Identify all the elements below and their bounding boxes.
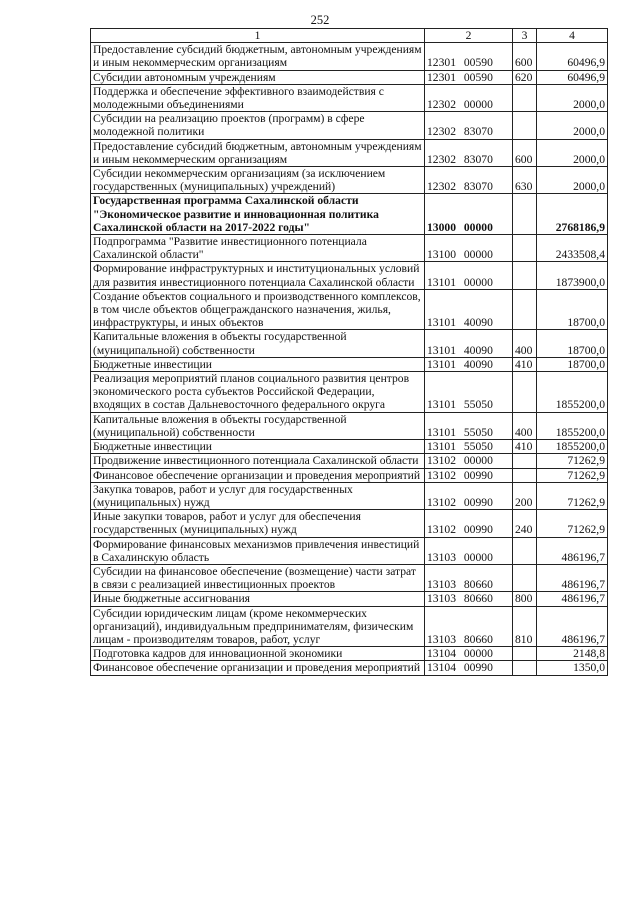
table-row <box>91 112 608 139</box>
row-type-cell: 400 <box>513 330 537 357</box>
row-name-cell: Предоставление субсидий бюджетным, автономным учреждениям и иным некоммерческим организациям <box>91 43 425 70</box>
table-row <box>91 262 608 289</box>
row-sum-cell: 1855200,0 <box>537 412 608 439</box>
row-type-cell <box>513 647 537 661</box>
row-code-cell: 13102 00990 <box>425 510 513 537</box>
row-name-cell: Поддержка и обеспечение эффективного взаимодействия с молодежными объединениями <box>91 84 425 111</box>
row-type-cell: 410 <box>513 440 537 454</box>
row-sum-cell: 1873900,0 <box>537 262 608 289</box>
row-type-cell: 600 <box>513 43 537 70</box>
row-name-cell: Предоставление субсидий бюджетным, автономным учреждениям и иным некоммерческим организациям <box>91 139 425 166</box>
row-sum-cell: 2000,0 <box>537 112 608 139</box>
table-row <box>91 235 608 262</box>
row-sum-cell: 71262,9 <box>537 510 608 537</box>
row-code-cell: 13101 40090 <box>425 357 513 371</box>
row-code-cell: 12301 00590 <box>425 43 513 70</box>
row-type-cell: 400 <box>513 412 537 439</box>
row-code-cell: 12302 83070 <box>425 139 513 166</box>
header-col-2: 2 <box>425 29 513 43</box>
row-code-cell: 13101 40090 <box>425 330 513 357</box>
table-row <box>91 440 608 454</box>
row-name-cell: Создание объектов социального и производственного комплексов, в том числе объектов общегражданского назначения, жилья, инфраструктуры, и иных объектов <box>91 289 425 330</box>
row-sum-cell: 486196,7 <box>537 592 608 606</box>
row-name-cell: Бюджетные инвестиции <box>91 357 425 371</box>
row-code-cell: 13102 00990 <box>425 468 513 482</box>
row-type-cell <box>513 84 537 111</box>
page-number: 252 <box>310 13 330 27</box>
row-code-cell: 13101 00000 <box>425 262 513 289</box>
header-col-4: 4 <box>537 29 608 43</box>
row-type-cell <box>513 289 537 330</box>
row-sum-cell: 486196,7 <box>537 606 608 647</box>
row-code-cell: 13104 00000 <box>425 647 513 661</box>
row-sum-cell: 2433508,4 <box>537 235 608 262</box>
table-row <box>91 357 608 371</box>
row-type-cell <box>513 454 537 468</box>
table-row <box>91 661 608 675</box>
row-name-cell: Капитальные вложения в объекты государственной (муниципальной) собственности <box>91 412 425 439</box>
row-name-cell: Подготовка кадров для инновационной экономики <box>91 647 425 661</box>
row-type-cell: 810 <box>513 606 537 647</box>
row-code-cell: 13101 55050 <box>425 372 513 413</box>
table-row <box>91 592 608 606</box>
row-code-cell: 13104 00990 <box>425 661 513 675</box>
table-row <box>91 606 608 647</box>
table-row <box>91 372 608 413</box>
row-code-cell: 13103 80660 <box>425 592 513 606</box>
table-row <box>91 139 608 166</box>
row-sum-cell: 18700,0 <box>537 330 608 357</box>
row-code-cell: 13103 80660 <box>425 564 513 591</box>
row-name-cell: Формирование финансовых механизмов привлечения инвестиций в Сахалинскую область <box>91 537 425 564</box>
header-col-3: 3 <box>513 29 537 43</box>
row-type-cell <box>513 235 537 262</box>
row-sum-cell: 1855200,0 <box>537 440 608 454</box>
row-type-cell <box>513 194 537 235</box>
row-name-cell: Финансовое обеспечение организации и проведения мероприятий <box>91 468 425 482</box>
row-code-cell: 13000 00000 <box>425 194 513 235</box>
table-row <box>91 194 608 235</box>
row-name-cell: Иные бюджетные ассигнования <box>91 592 425 606</box>
row-sum-cell: 18700,0 <box>537 289 608 330</box>
row-name-cell: Субсидии некоммерческим организациям (за исключением государственных (муниципальных) учреждений) <box>91 167 425 194</box>
row-sum-cell: 60496,9 <box>537 43 608 70</box>
row-sum-cell: 486196,7 <box>537 537 608 564</box>
table-row <box>91 647 608 661</box>
table-row <box>91 564 608 591</box>
row-type-cell <box>513 372 537 413</box>
table-row <box>91 510 608 537</box>
row-name-cell: Закупка товаров, работ и услуг для государственных (муниципальных) нужд <box>91 482 425 509</box>
row-code-cell: 13101 40090 <box>425 289 513 330</box>
row-name-cell: Реализация мероприятий планов социального развития центров экономического роста субъектов Российской Федерации, входящих в состав Дальневосточного федерального округа <box>91 372 425 413</box>
row-name-cell: Подпрограмма "Развитие инвестиционного потенциала Сахалинской области" <box>91 235 425 262</box>
table-row <box>91 482 608 509</box>
row-sum-cell: 71262,9 <box>537 482 608 509</box>
header-row <box>91 29 608 43</box>
table-row <box>91 537 608 564</box>
row-code-cell: 13103 80660 <box>425 606 513 647</box>
row-name-cell: Бюджетные инвестиции <box>91 440 425 454</box>
row-name-cell: Субсидии юридическим лицам (кроме некоммерческих организаций), индивидуальным предпринимателям, физическим лицам - производителям товаров, работ, услуг <box>91 606 425 647</box>
table-row <box>91 330 608 357</box>
row-sum-cell: 2148,8 <box>537 647 608 661</box>
table-row <box>91 454 608 468</box>
row-type-cell <box>513 112 537 139</box>
row-type-cell: 600 <box>513 139 537 166</box>
row-type-cell: 200 <box>513 482 537 509</box>
row-code-cell: 12302 83070 <box>425 167 513 194</box>
row-type-cell: 620 <box>513 70 537 84</box>
row-name-cell: Капитальные вложения в объекты государственной (муниципальной) собственности <box>91 330 425 357</box>
row-code-cell: 12301 00590 <box>425 70 513 84</box>
row-name-cell: Субсидии автономным учреждениям <box>91 70 425 84</box>
row-code-cell: 13101 55050 <box>425 440 513 454</box>
table-row <box>91 167 608 194</box>
row-sum-cell: 2000,0 <box>537 139 608 166</box>
row-type-cell: 410 <box>513 357 537 371</box>
row-code-cell: 12302 83070 <box>425 112 513 139</box>
row-name-cell: Иные закупки товаров, работ и услуг для обеспечения государственных (муниципальных) нужд <box>91 510 425 537</box>
row-name-cell: Субсидии на финансовое обеспечение (возмещение) части затрат в связи с реализацией инвестиционных проектов <box>91 564 425 591</box>
row-name-cell: Финансовое обеспечение организации и проведения мероприятий <box>91 661 425 675</box>
row-code-cell: 13101 55050 <box>425 412 513 439</box>
row-type-cell: 240 <box>513 510 537 537</box>
header-col-1: 1 <box>91 29 425 43</box>
row-sum-cell: 2000,0 <box>537 167 608 194</box>
table-row <box>91 70 608 84</box>
row-name-cell: Государственная программа Сахалинской области "Экономическое развитие и инновационная политика Сахалинской области на 2017-2022 годы" <box>91 194 425 235</box>
row-sum-cell: 71262,9 <box>537 454 608 468</box>
row-code-cell: 13102 00990 <box>425 482 513 509</box>
row-code-cell: 12302 00000 <box>425 84 513 111</box>
row-type-cell <box>513 537 537 564</box>
row-sum-cell: 486196,7 <box>537 564 608 591</box>
row-code-cell: 13103 00000 <box>425 537 513 564</box>
table-row <box>91 289 608 330</box>
table-row <box>91 43 608 70</box>
row-sum-cell: 18700,0 <box>537 357 608 371</box>
table-row <box>91 468 608 482</box>
row-type-cell <box>513 262 537 289</box>
row-code-cell: 13102 00000 <box>425 454 513 468</box>
row-type-cell: 800 <box>513 592 537 606</box>
row-sum-cell: 2768186,9 <box>537 194 608 235</box>
table-row <box>91 84 608 111</box>
table-row <box>91 412 608 439</box>
row-type-cell <box>513 661 537 675</box>
row-name-cell: Продвижение инвестиционного потенциала Сахалинской области <box>91 454 425 468</box>
row-sum-cell: 60496,9 <box>537 70 608 84</box>
row-code-cell: 13100 00000 <box>425 235 513 262</box>
row-type-cell: 630 <box>513 167 537 194</box>
row-name-cell: Субсидии на реализацию проектов (программ) в сфере молодежной политики <box>91 112 425 139</box>
row-sum-cell: 71262,9 <box>537 468 608 482</box>
budget-table <box>90 28 608 676</box>
row-name-cell: Формирование инфраструктурных и институциональных условий для развития инвестиционного потенциала Сахалинской области <box>91 262 425 289</box>
row-sum-cell: 1855200,0 <box>537 372 608 413</box>
row-sum-cell: 2000,0 <box>537 84 608 111</box>
row-sum-cell: 1350,0 <box>537 661 608 675</box>
row-type-cell <box>513 564 537 591</box>
row-type-cell <box>513 468 537 482</box>
